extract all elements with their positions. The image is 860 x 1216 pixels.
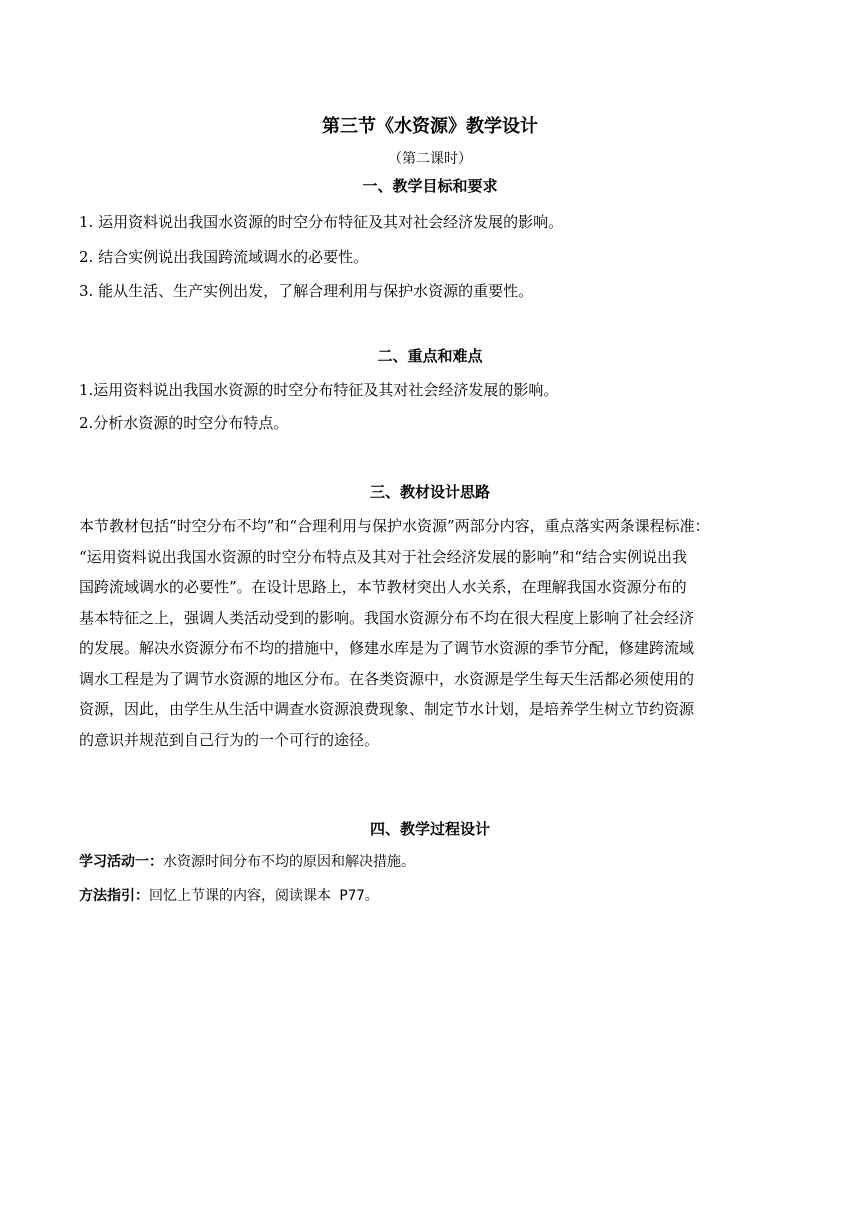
paragraph-line: 国跨流域调水的必要性”。在设计思路上，本节教材突出人水关系，在理解我国水资源分布的 [79,578,687,596]
paragraph-line: 基本特征之上，强调人类活动受到的影响。我国水资源分布不均在很大程度上影响了社会经济 [79,608,695,627]
section-heading-key-points: 二、重点和难点 [377,347,483,365]
paragraph-line: “运用资料说出我国水资源的时空分布特点及其对于社会经济发展的影响”和“结合实例说出我 [79,547,688,566]
activity-text: 水资源时间分布不均的原因和解决措施。 [163,854,415,870]
key-point-item: 1.运用资料说出我国水资源的时空分布特征及其对社会经济发展的影响。 [79,381,559,399]
activity-label: 学习活动一： [79,854,163,870]
section-heading-design-rationale: 三、教材设计思路 [369,483,490,501]
paragraph-line: 调水工程是为了调节水资源的地区分布。在各类资源中，水资源是学生每天生活都必须使用的 [79,669,695,688]
objective-item: 2. 结合实例说出我国跨流域调水的必要性。 [79,248,369,266]
method-guide-line [79,885,379,907]
objective-item: 1. 运用资料说出我国水资源的时空分布特征及其对社会经济发展的影响。 [79,213,564,231]
paragraph-line: 本节教材包括“时空分布不均”和“合理利用与保护水资源”两部分内容，重点落实两条课程标准： [79,517,710,535]
section-heading-objectives: 一、教学目标和要求 [362,177,498,195]
design-rationale-paragraph [79,511,799,755]
paragraph-line: 的发展。解决水资源分布不均的措施中，修建水库是为了调节水资源的季节分配，修建跨流域 [79,639,695,657]
learning-activity-line [79,851,415,873]
key-point-item: 2.分析水资源的时空分布特点。 [79,414,289,432]
document-title: 第三节《水资源》教学设计 [322,116,538,137]
paragraph-line: 的意识并规范到自己行为的一个可行的途径。 [79,730,380,749]
paragraph-line: 资源，因此，由学生从生活中调查水资源浪费现象、制定节水计划，是培养学生树立节约资源 [79,700,695,718]
method-text: 回忆上节课的内容，阅读课本 P77。 [149,888,379,904]
document-subtitle: （第二课时） [388,151,472,167]
objective-item: 3. 能从生活、生产实例出发，了解合理利用与保护水资源的重要性。 [79,282,534,300]
section-heading-process: 四、教学过程设计 [369,820,490,838]
method-label: 方法指引： [79,888,149,904]
